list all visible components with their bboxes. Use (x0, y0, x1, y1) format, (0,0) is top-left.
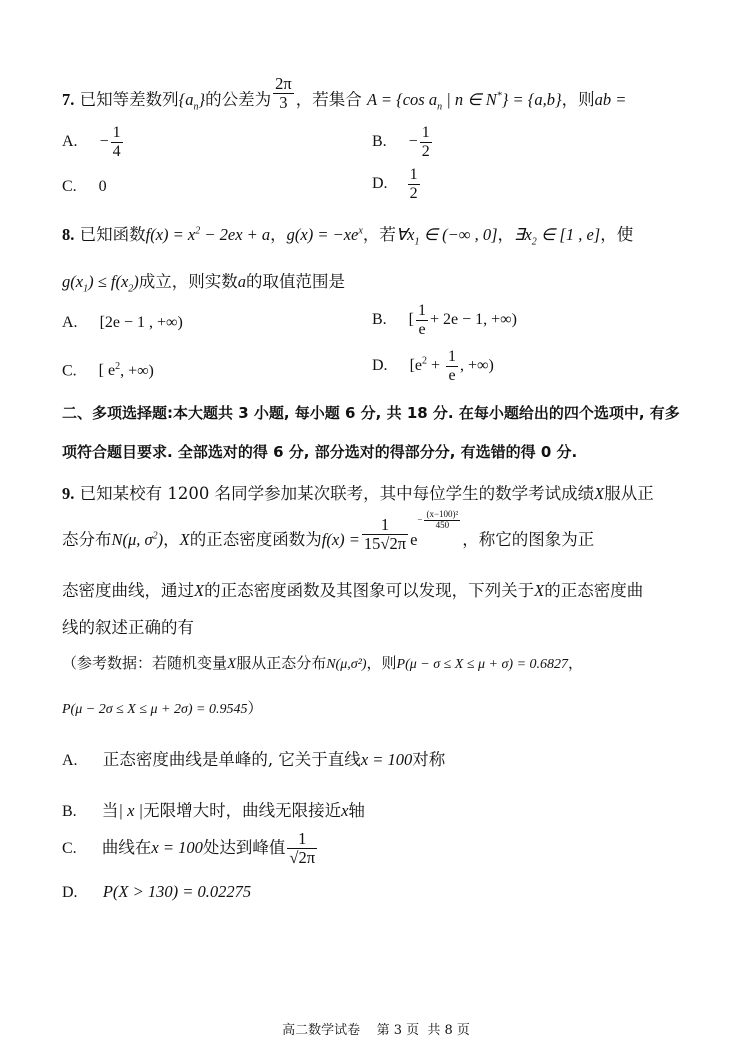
q7-text-c: ，若集合 (295, 90, 362, 109)
q9-reference-line2: P(μ − 2σ ≤ X ≤ μ + 2σ) = 0.9545） (62, 699, 263, 717)
q8-option-c[interactable]: C. [ $e^2$, +∞) (62, 361, 154, 380)
q8-number: 8. (62, 225, 75, 244)
q7-stem (62, 73, 627, 113)
section2-heading-line1: 二、多项选择题:本大题共 3 小题, 每小题 6 分, 共 18 分. 在每小题给出的四个选项中, 有多 (62, 404, 680, 422)
q7-fraction: $\frac{2\pi}{3}$ (275, 73, 292, 112)
q8-option-d[interactable]: D. [$e^2$ + $\frac{1}{e}$ , +∞) (372, 348, 494, 384)
q9-option-a[interactable]: A. 正态密度曲线是单峰的, 它关于直线x = 100对称 (62, 750, 446, 769)
q7-text-d: ，则 (561, 90, 595, 109)
q8-exists: $\exists x_2$ ∈ [1 , e] (514, 225, 601, 248)
q9-option-b[interactable]: B. 当| x |无限增大时，曲线无限接近x轴 (62, 801, 365, 820)
page-footer: 高二数学试卷 第 3 页 共 8 页 (282, 1023, 470, 1038)
q7-seq: $\{a_n\}$ (178, 90, 206, 113)
q7-option-d[interactable]: D. $\frac{1}{2}$ (372, 166, 418, 202)
q7-option-b[interactable]: B. − $\frac{1}{2}$ (372, 124, 430, 160)
q8-forall: $\forall x_1$ ∈ (−∞ , 0] (395, 225, 498, 248)
q8-g: $g(x) = -xe^x$ (286, 225, 363, 244)
q7-set: A = {cos $a_n$ | n ∈ N*} = {a,b} (366, 90, 562, 113)
q8-option-b[interactable]: B. [ $\frac{1}{e}$ + 2e − 1, +∞) (372, 302, 517, 338)
q7-number: 7. (62, 90, 75, 109)
section2-heading-line2: 项符合题目要求. 全部选对的得 6 分, 部分选对的得部分分, 有选错的得 0 分. (62, 443, 578, 461)
q8-stem: 8. 已知函数$f(x) = x^2 - 2ex + a$，$g(x) = -xe^x$，若$\forall x_1$ ∈ (−∞ , 0]，$\exists x_2$ ∈ [1 , e]，使 (62, 225, 634, 248)
q7-option-c[interactable]: C. 0 (62, 178, 107, 195)
q9-option-d[interactable]: D. P(X > 130) = 0.02275 (62, 882, 252, 901)
q9-stem-line3: 态密度曲线，通过X的正态密度函数及其图象可以发现，下列关于X的正态密度曲 (62, 581, 644, 600)
q8-stem-line2: $g(x_1) \le f(x_2)$成立，则实数a的取值范围是 (62, 272, 346, 295)
q7-option-a[interactable]: A. − $\frac{1}{4}$ (62, 124, 121, 160)
q7-tail: ab = (594, 90, 627, 109)
q9-stem-line1: 9. 已知某校有 1200 名同学参加某次联考，其中每位学生的数学考试成绩X服从正 (62, 484, 654, 503)
q9-reference-line1: （参考数据：若随机变量X服从正态分布N(μ,σ²)，则P(μ − σ ≤ X ≤ μ + σ) = 0.6827， (62, 654, 584, 672)
q9-stem-line2: 态分布N(μ, $\sigma^2$)，X的正态密度函数为f(x) = $\frac{1}{15√2\pi}$ e− $\frac{\text{(x−100)²}}{450}$ ，称它的图象为正 (62, 509, 595, 553)
q7-text-b: 的公差为 (205, 90, 272, 109)
q9-stem-line4: 线的叙述正确的有 (62, 618, 194, 637)
q8-option-a[interactable]: A. [2e − 1 , +∞) (62, 314, 183, 331)
q9-number: 9. (62, 484, 75, 503)
q8-f: $f(x) = x^2 - 2ex + a$ (145, 225, 271, 244)
q7-text: 已知等差数列 (79, 90, 179, 109)
q9-option-c[interactable]: C. 曲线在x = 100处达到峰值 $\frac{1}{√2\pi}$ (62, 829, 316, 868)
